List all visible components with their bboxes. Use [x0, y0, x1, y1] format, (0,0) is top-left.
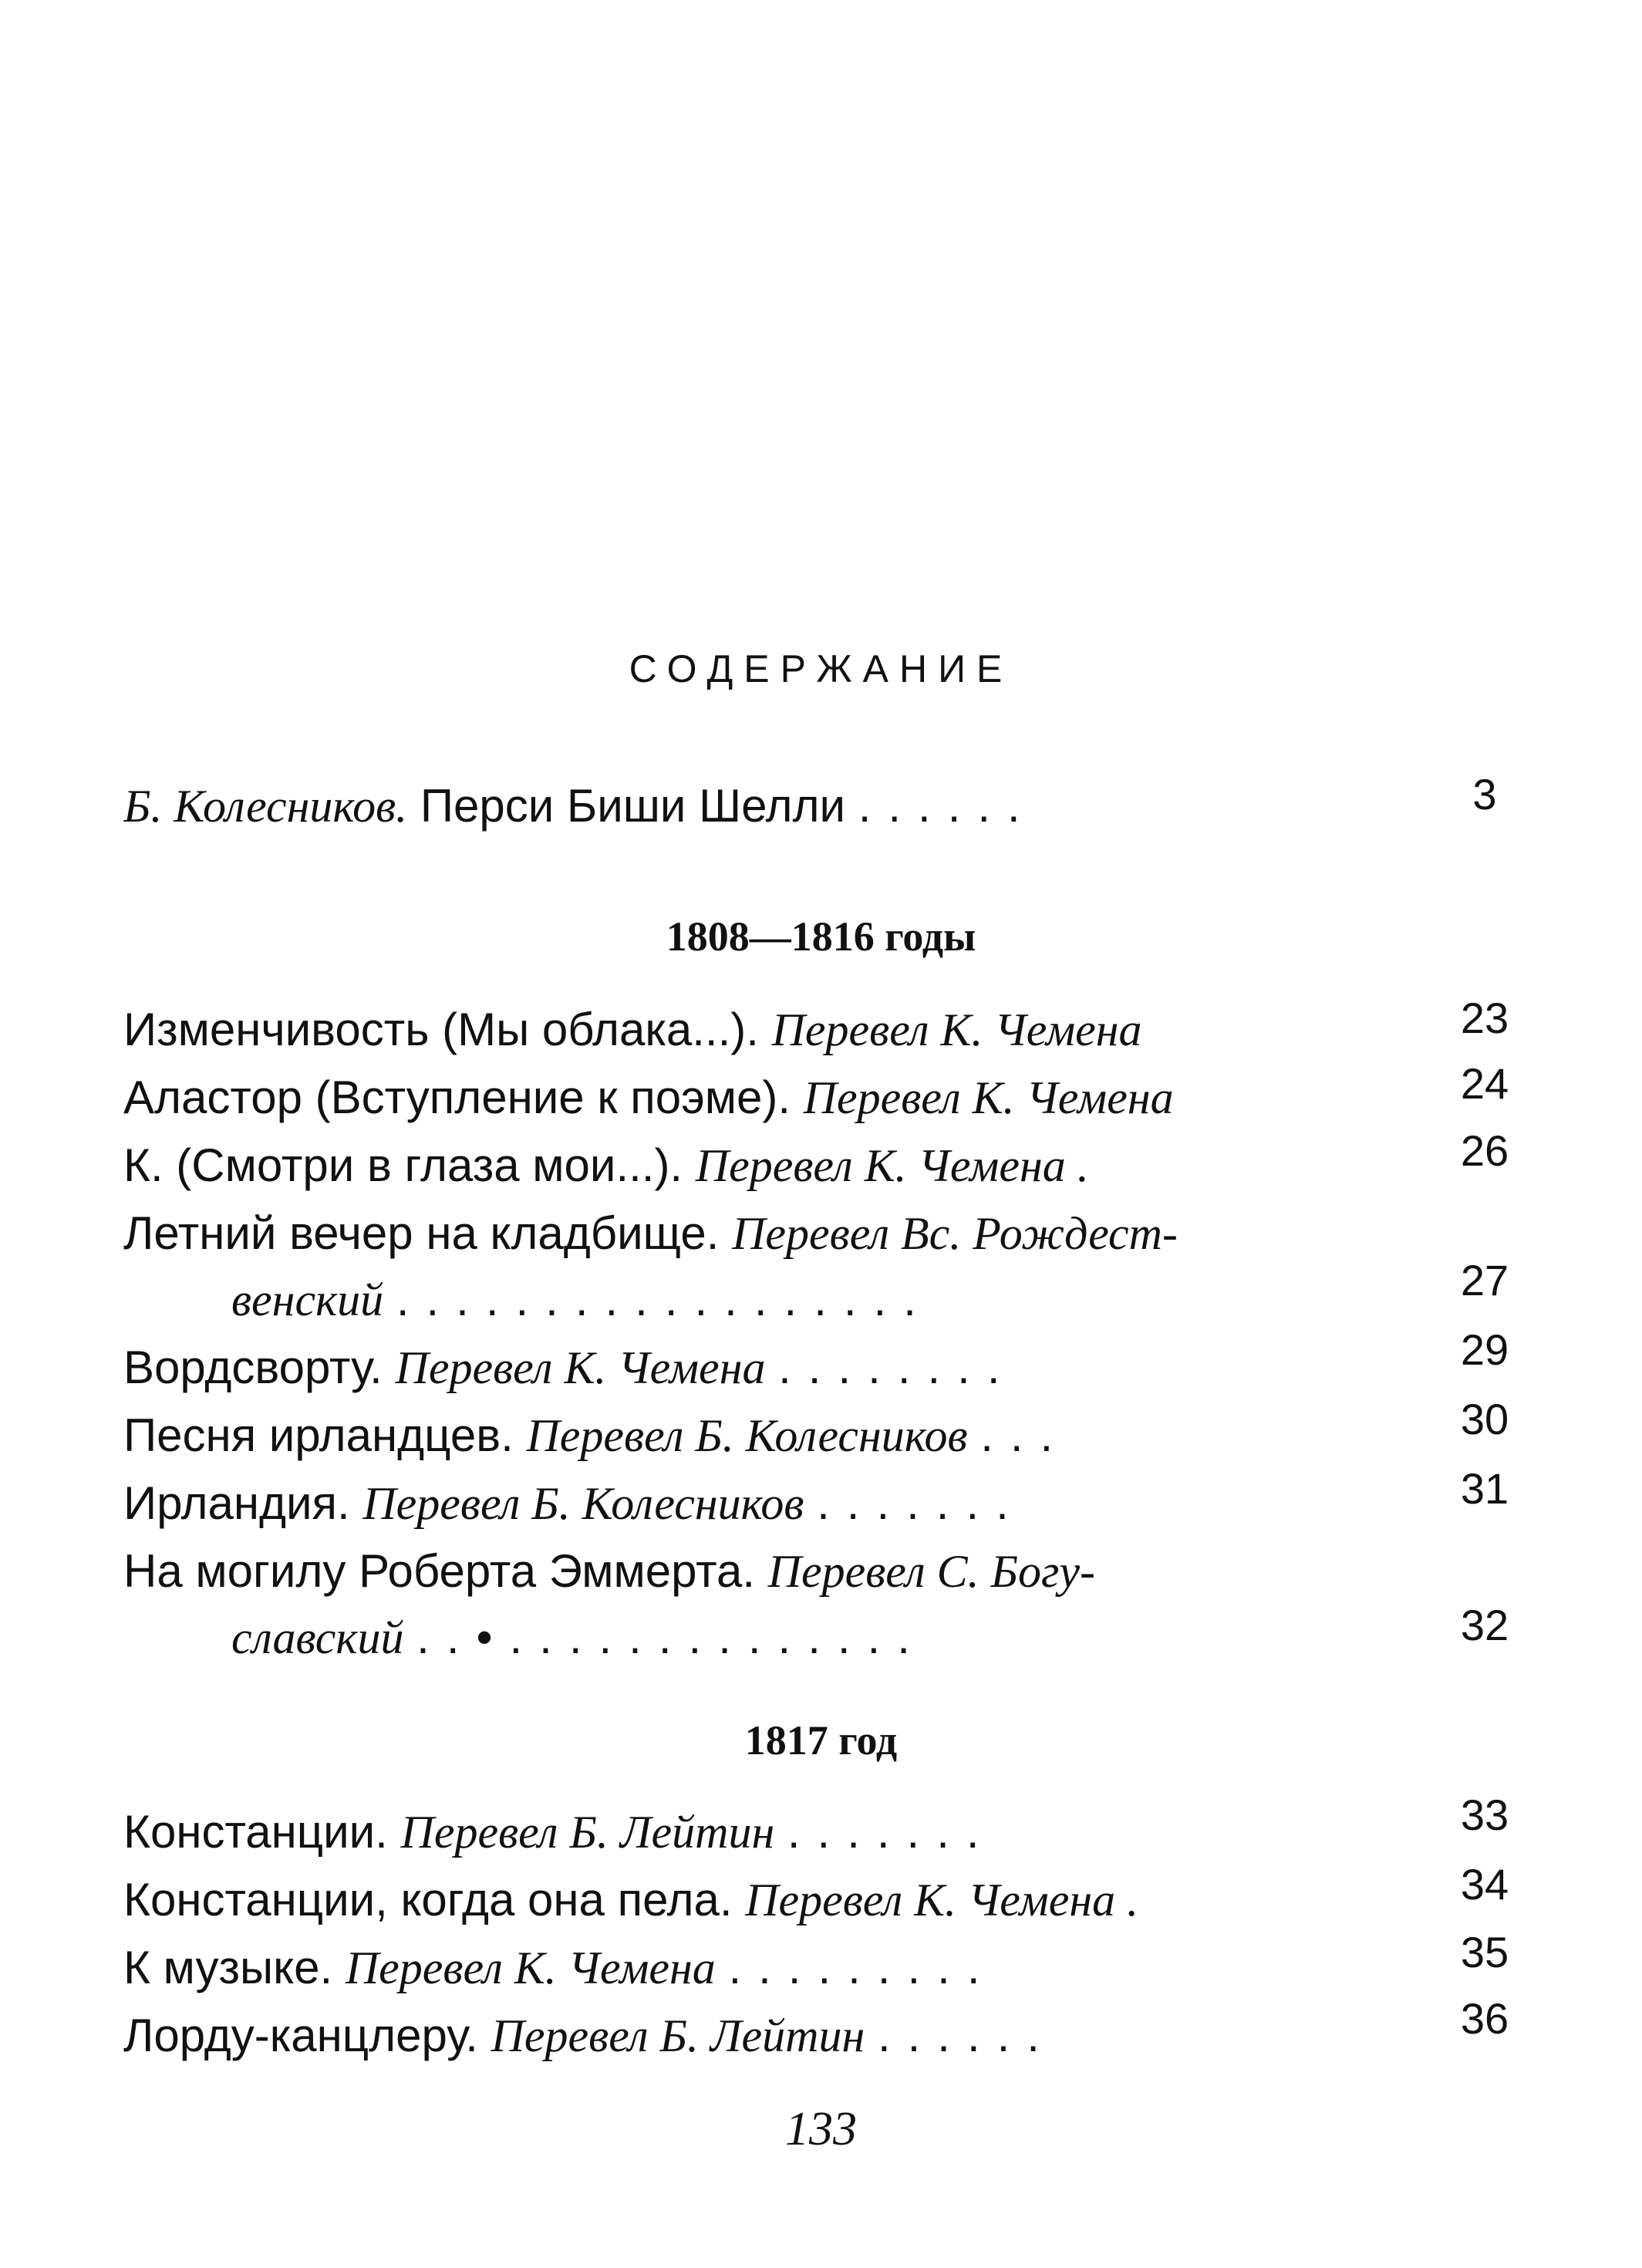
entry-translator: Перевел Б. Колесников — [362, 1478, 804, 1529]
intro-title: Перси Биши Шелли — [420, 780, 846, 832]
toc-entry — [123, 1401, 1396, 1470]
entry-dots: .................. — [396, 1274, 933, 1325]
entry-title: К музыке. — [123, 1942, 333, 1993]
entry-title: Изменчивость (Мы облака...). — [123, 1004, 759, 1055]
entry-translator: Перевел С. Богу- — [767, 1546, 1096, 1597]
toc-entry — [123, 995, 1396, 1065]
entry-title: К. (Смотри в глаза мои...). — [123, 1139, 683, 1191]
entry-title: Констанции. — [123, 1806, 388, 1858]
entry-page-number: 27 — [1460, 1256, 1509, 1304]
entry-translator: Перевел К. Чемена — [345, 1942, 716, 1993]
entry-title: Летний вечер на кладбище. — [123, 1207, 720, 1259]
entry-title: Ирландия. — [123, 1477, 350, 1529]
entry-page-number: 23 — [1460, 994, 1509, 1042]
toc-entry-continuation — [231, 1265, 1396, 1335]
entry-translator: Перевел Вс. Рождест- — [732, 1208, 1178, 1259]
section-title-1817: 1817 год — [744, 1717, 898, 1763]
entry-dots: ...... — [877, 2010, 1057, 2061]
toc-entry-continuation — [231, 1603, 1396, 1672]
entry-page-number: 32 — [1460, 1601, 1509, 1649]
toc-entry — [123, 1131, 1396, 1200]
entry-title: Песня ирландцев. — [123, 1409, 514, 1461]
entry-title: Вордсворту. — [123, 1342, 383, 1393]
entry-translator: Перевел К. Чемена . — [745, 1875, 1139, 1925]
entry-dots: ..•.............. — [416, 1612, 927, 1663]
entry-dots: ....... — [817, 1477, 1026, 1529]
entry-translator: Перевел Б. Лейтин — [400, 1807, 775, 1858]
toc-entry — [123, 1063, 1396, 1132]
entry-translator: Перевел К. Чемена — [771, 1004, 1142, 1055]
entry-page-number: 35 — [1460, 1928, 1509, 1976]
intro-page-number: 3 — [1472, 770, 1497, 818]
entry-page-number: 24 — [1460, 1059, 1509, 1108]
entry-page-number: 26 — [1460, 1126, 1509, 1175]
entry-title: Констанции, когда она пела. — [123, 1874, 733, 1925]
page-folio-number: 133 — [785, 2103, 857, 2155]
entry-page-number: 33 — [1460, 1790, 1509, 1839]
intro-dots: ...... — [858, 780, 1037, 832]
entry-title: Аластор (Вступление к поэме). — [123, 1072, 791, 1123]
toc-entry — [123, 1469, 1396, 1538]
entry-page-number: 36 — [1460, 1994, 1509, 2043]
intro-author: Б. Колесников. — [123, 781, 408, 832]
section-title-1808-1816: 1808—1816 годы — [666, 913, 976, 960]
entry-title: Лорду-канцлеру. — [123, 2010, 478, 2061]
entry-dots: ... — [980, 1409, 1071, 1461]
entry-translator-continuation: венский — [231, 1274, 384, 1325]
entry-dots: ........ — [778, 1342, 1017, 1393]
entry-page-number: 31 — [1460, 1464, 1509, 1513]
toc-entry — [123, 1933, 1396, 2003]
entry-dots: ....... — [787, 1806, 996, 1858]
entry-page-number: 34 — [1460, 1860, 1509, 1909]
intro-entry — [123, 771, 1396, 841]
entry-translator-continuation: славский — [231, 1612, 404, 1663]
entry-title: На могилу Роберта Эммерта. — [123, 1545, 755, 1597]
toc-entry — [123, 1797, 1396, 1867]
toc-entry — [123, 1537, 1396, 1606]
contents-heading: СОДЕРЖАНИЕ — [629, 647, 1013, 690]
entry-translator: Перевел Б. Колесников — [526, 1410, 968, 1461]
entry-translator: Перевел Б. Лейтин — [491, 2010, 865, 2061]
entry-page-number: 29 — [1460, 1325, 1509, 1374]
toc-entry — [123, 1865, 1396, 1935]
entry-translator: Перевел К. Чемена — [803, 1072, 1174, 1123]
toc-entry — [123, 1333, 1396, 1402]
toc-entry — [123, 2001, 1396, 2071]
entry-translator: Перевел К. Чемена — [395, 1342, 766, 1393]
toc-entry — [123, 1199, 1396, 1268]
entry-translator: Перевел К. Чемена . — [695, 1140, 1089, 1191]
entry-dots: ......... — [728, 1942, 997, 1993]
entry-page-number: 30 — [1460, 1395, 1509, 1443]
